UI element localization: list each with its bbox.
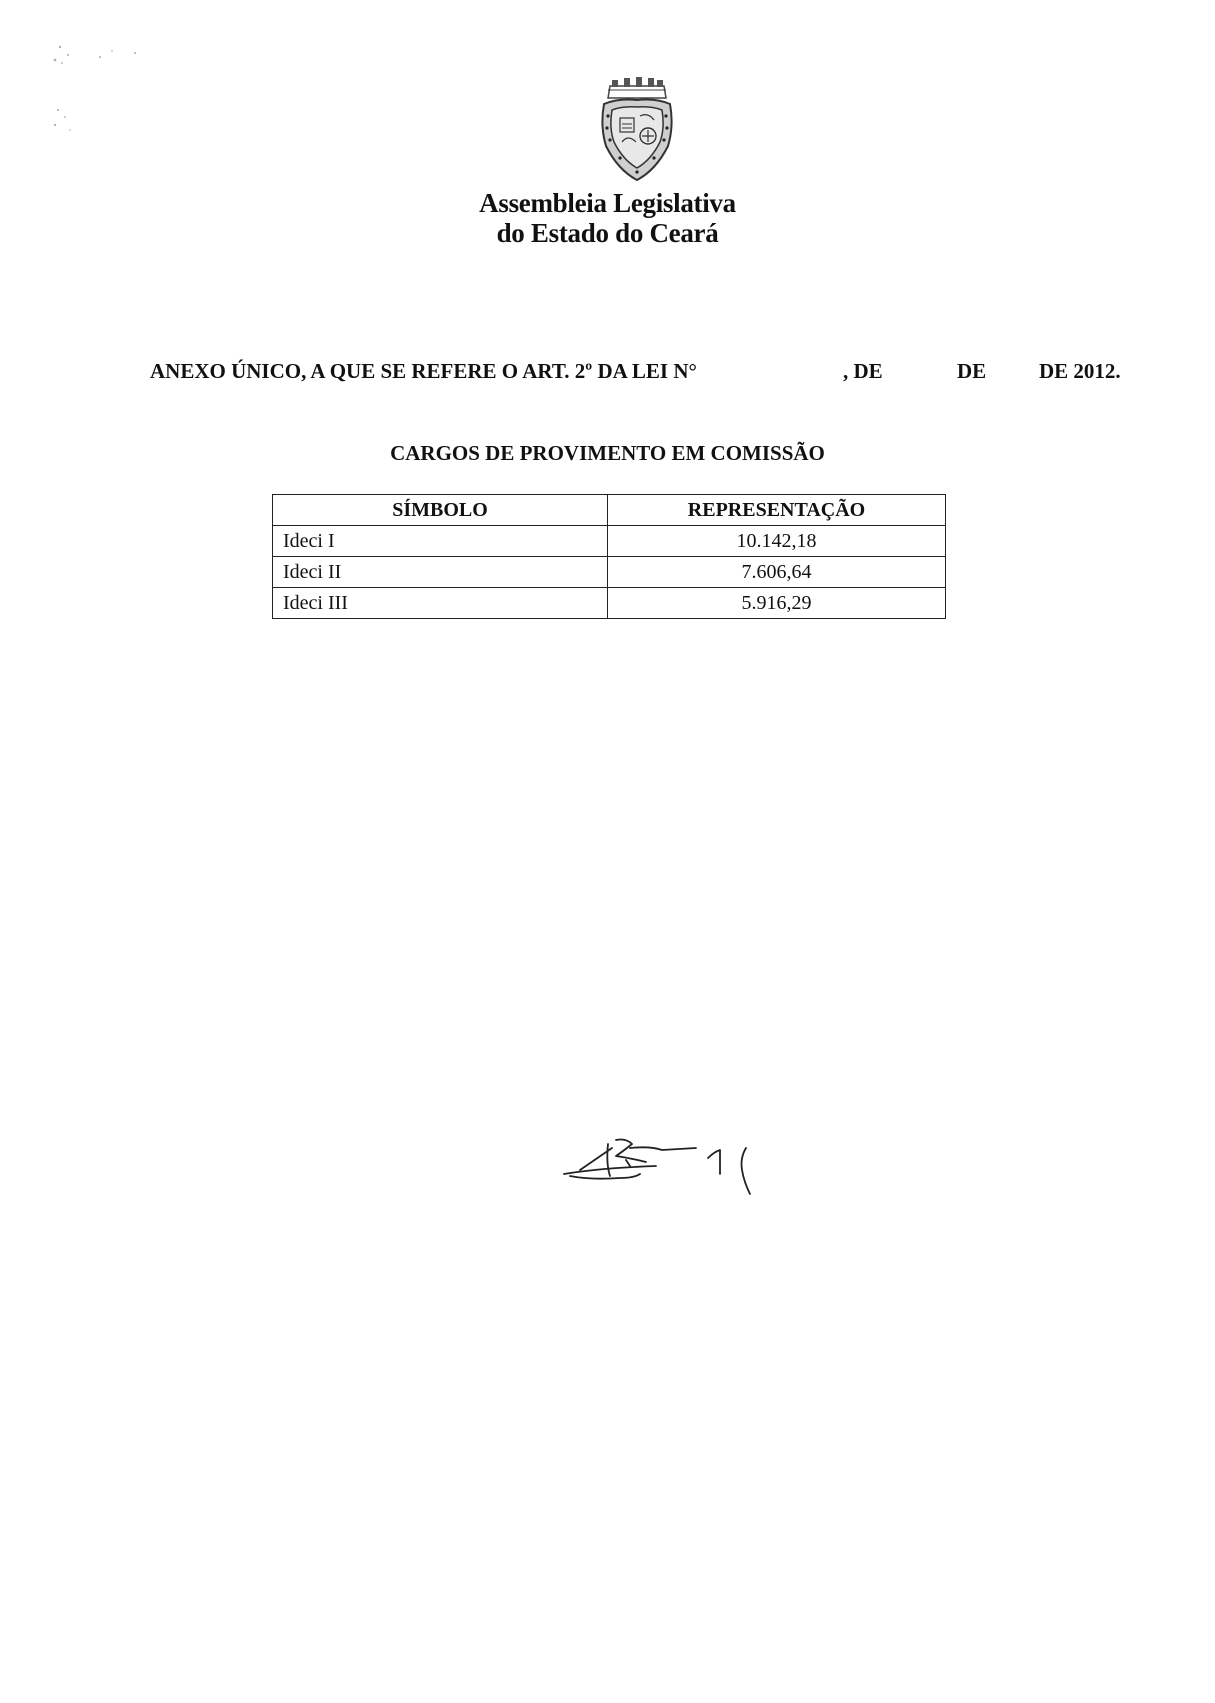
representation-cell: 5.916,29	[608, 588, 946, 619]
scan-noise	[40, 35, 150, 145]
representation-cell: 7.606,64	[608, 557, 946, 588]
symbol-cell: Ideci I	[273, 526, 608, 557]
organization-name-line2: do Estado do Ceará	[496, 218, 719, 248]
table-row	[273, 557, 946, 588]
representation-cell: 10.142,18	[608, 526, 946, 557]
table-row	[273, 588, 946, 619]
symbol-cell: Ideci II	[273, 557, 608, 588]
annex-date-month: DE	[957, 359, 987, 383]
annex-heading: ANEXO ÚNICO, A QUE SE REFERE O ART. 2º DA LEI N°	[150, 359, 697, 383]
organization-name-line1: Assembleia Legislativa	[479, 188, 736, 218]
coat-of-arms-icon	[596, 76, 678, 182]
positions-table	[272, 494, 946, 619]
handwritten-signature-icon	[560, 1118, 830, 1198]
table-header-row	[273, 495, 946, 526]
annex-date-day: , DE	[843, 359, 883, 383]
symbol-cell: Ideci III	[273, 588, 608, 619]
table-title: CARGOS DE PROVIMENTO EM COMISSÃO	[390, 441, 825, 465]
annex-date-year: DE 2012.	[1039, 359, 1121, 383]
table-row	[273, 526, 946, 557]
column-header-representation: REPRESENTAÇÃO	[608, 495, 946, 526]
column-header-symbol: SÍMBOLO	[273, 495, 608, 526]
